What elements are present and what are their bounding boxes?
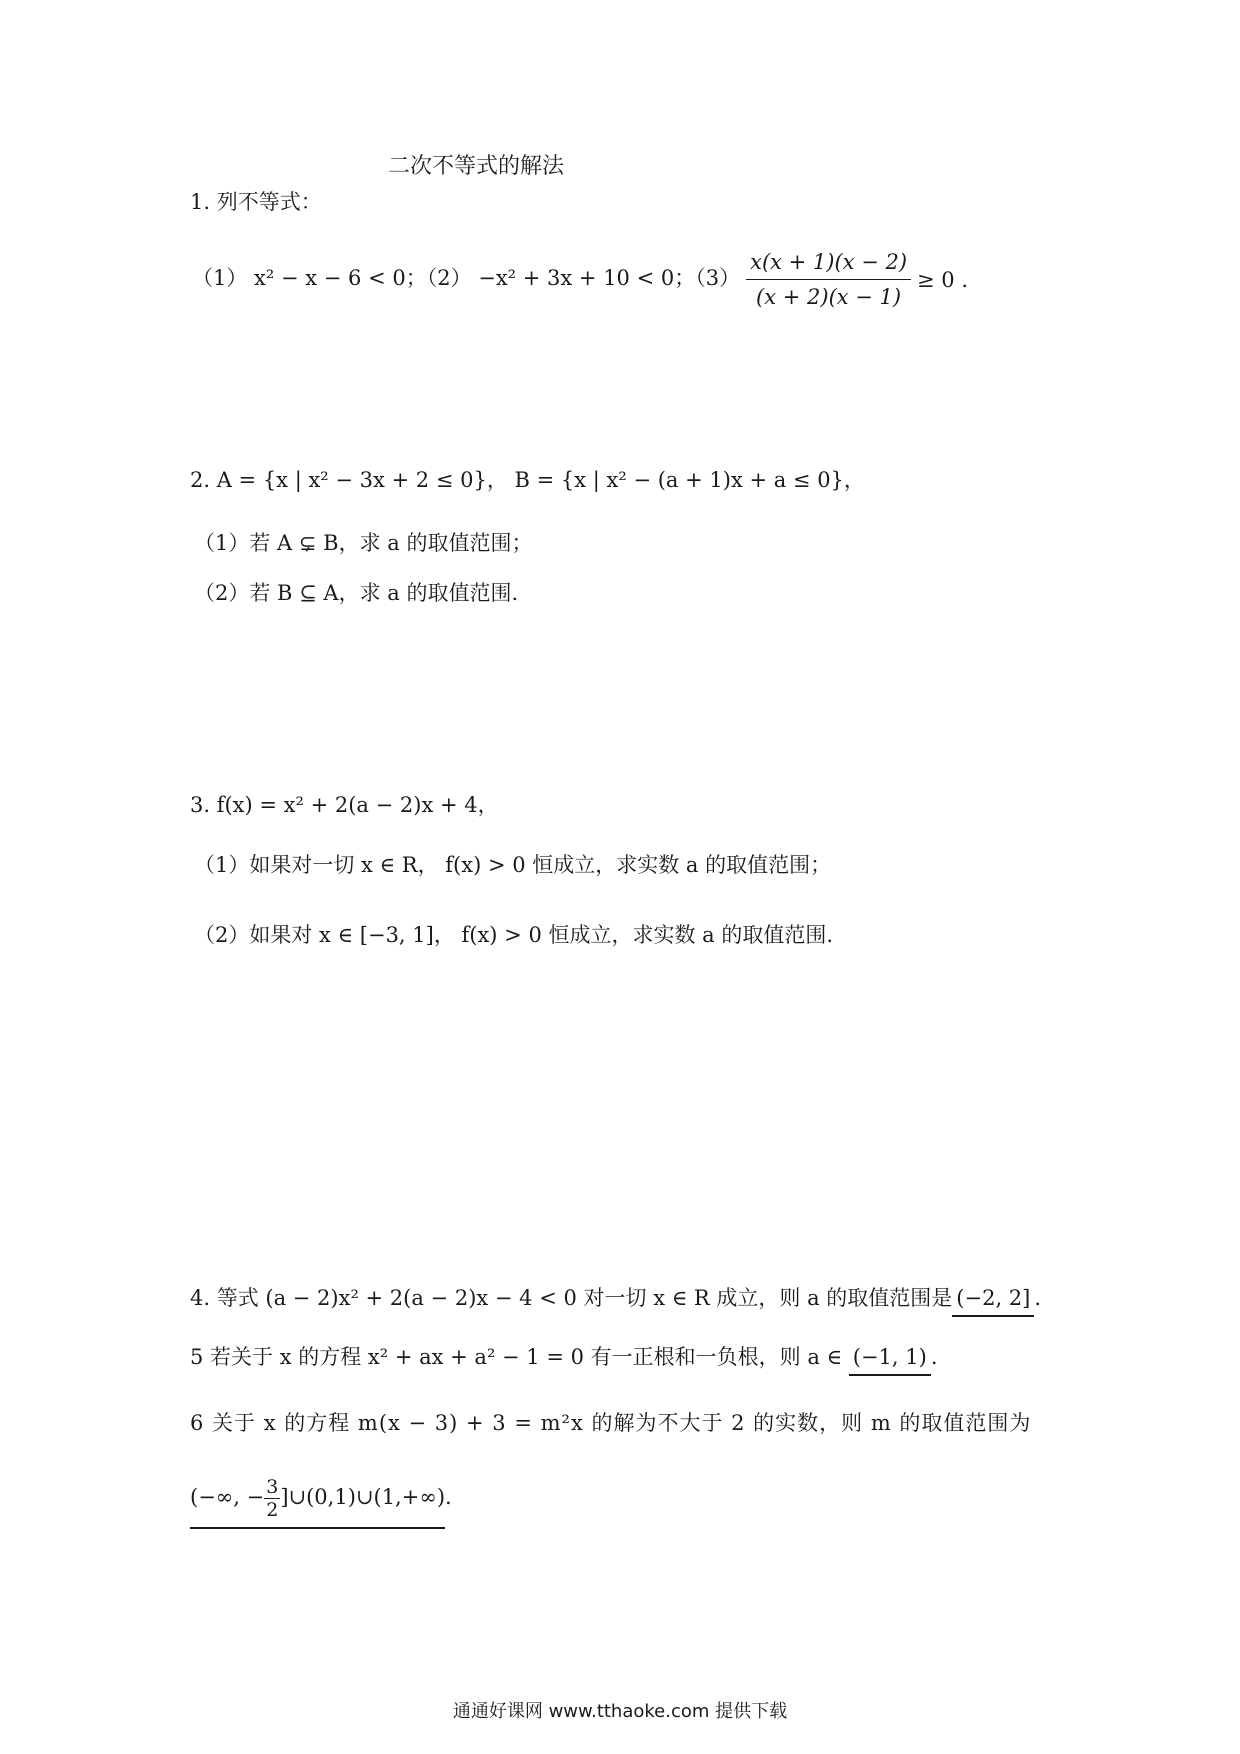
answer-fraction: [264, 1476, 280, 1521]
question-3-stem: 3. f(x) = x² + 2(a − 2)x + 4，: [190, 793, 499, 817]
question-5-answer: (−1, 1): [849, 1342, 931, 1376]
answer-prefix: (−∞, −: [190, 1485, 265, 1509]
question-1-parts: [192, 248, 968, 311]
question-6-text: 6 关于 x 的方程 m(x − 3) + 3 = m²x 的解为不大于 2 的实数，则 m 的取值范围为: [190, 1411, 1032, 1435]
question-1-stem: 1. 列不等式：: [190, 190, 322, 214]
question-1-part-3-label: （3）: [695, 266, 741, 290]
question-2-part-2: （2）若 B ⊆ A，求 a 的取值范围.: [194, 581, 519, 605]
question-5-text: 5 若关于 x 的方程 x² + ax + a² − 1 = 0 有一正根和一负根，则 a ∈: [190, 1345, 843, 1369]
question-3-part-1: （1）如果对一切 x ∈ R， f(x) > 0 恒成立，求实数 a 的取值范围；: [194, 853, 832, 877]
question-1-part-2: （2） −x² + 3x + 10 < 0；: [426, 266, 696, 290]
question-4-answer: (−2, 2]: [952, 1283, 1034, 1317]
question-5: [190, 1342, 938, 1376]
fraction-numerator: x(x + 1)(x − 2): [746, 248, 911, 280]
question-6-answer-line: [190, 1476, 452, 1529]
question-6-tail: .: [445, 1485, 452, 1509]
fraction-denominator: (x + 2)(x − 1): [756, 285, 902, 309]
question-4: [190, 1283, 1041, 1317]
question-3-part-2: （2）如果对 x ∈ [−3, 1]， f(x) > 0 恒成立，求实数 a 的取值范围.: [194, 923, 834, 947]
answer-fraction-denominator: 2: [266, 1499, 279, 1521]
question-4-tail: .: [1034, 1286, 1042, 1310]
answer-suffix: ]∪(0,1)∪(1,+∞): [280, 1485, 446, 1509]
question-1-part-3-tail: ≥ 0 .: [917, 267, 969, 292]
question-6-answer: [190, 1476, 445, 1529]
page-title: 二次不等式的解法: [388, 154, 565, 179]
page-footer: 通通好课网 www.tthaoke.com 提供下载: [452, 1701, 788, 1722]
question-1-part-1: （1） x² − x − 6 < 0；: [192, 266, 427, 290]
answer-fraction-numerator: 3: [266, 1476, 279, 1498]
question-2-part-1: （1）若 A ⊊ B，求 a 的取值范围；: [194, 531, 533, 555]
question-4-text: 4. 等式 (a − 2)x² + 2(a − 2)x − 4 < 0 对一切 x ∈ R 成立，则 a 的取值范围是: [190, 1286, 953, 1310]
question-5-tail: .: [930, 1345, 938, 1369]
question-2-stem: 2. A = {x | x² − 3x + 2 ≤ 0}， B = {x | x² − (a + 1)x + a ≤ 0}，: [190, 468, 865, 492]
question-1-part-3-fraction: [746, 248, 911, 311]
